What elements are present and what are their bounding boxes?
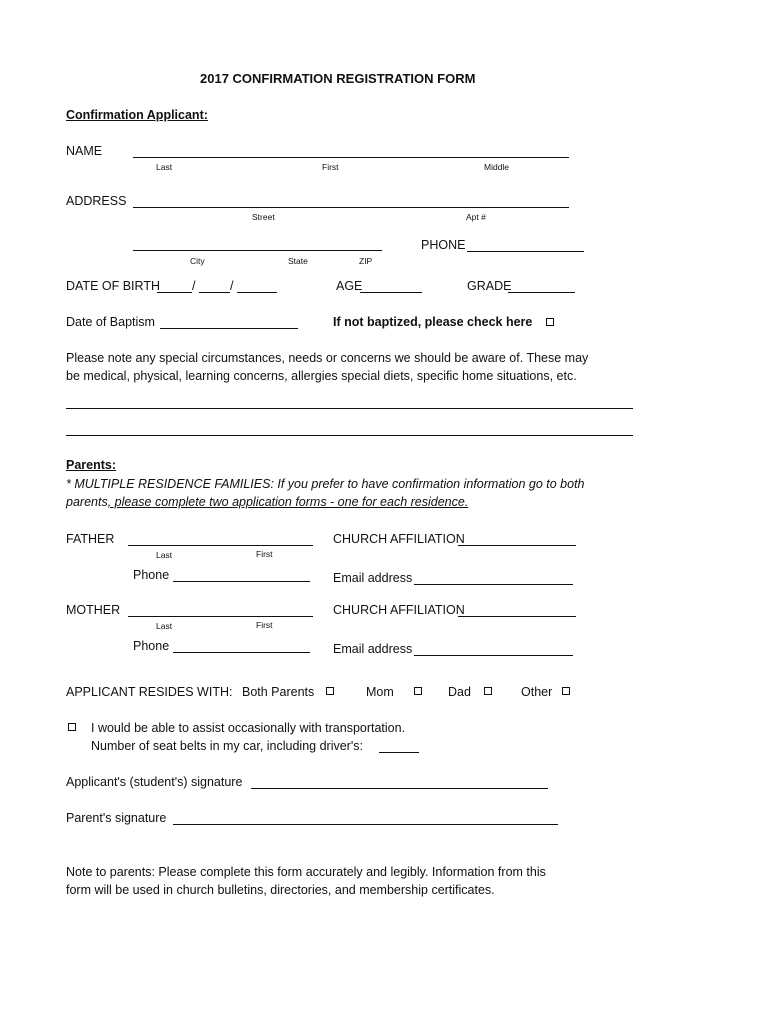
father-email-label: Email address: [333, 571, 413, 585]
multiple-residence-instruction: , please complete two application forms - one for each residence.: [107, 495, 469, 509]
special-line-1-field[interactable]: [66, 408, 633, 409]
resides-option-dad: Dad: [448, 685, 471, 699]
parents-heading: Parents:: [66, 458, 117, 472]
parents-note: [66, 863, 546, 899]
mother-name-field[interactable]: [128, 616, 313, 617]
age-field[interactable]: [360, 292, 422, 293]
phone-label: PHONE: [421, 238, 466, 252]
name-label: NAME: [66, 144, 103, 158]
special-note: [66, 349, 588, 385]
student-signature-field[interactable]: [251, 788, 548, 789]
not-baptized-checkbox[interactable]: [546, 318, 554, 326]
grade-label: GRADE: [467, 279, 512, 293]
dad-checkbox[interactable]: [484, 687, 492, 695]
mother-phone-field[interactable]: [173, 652, 310, 653]
special-note-line-1: Please note any special circumstances, needs or concerns we should be aware of. These may: [66, 351, 589, 365]
state-caption: State: [288, 256, 308, 266]
multiple-residence-line-2: [66, 493, 585, 511]
applicant-heading: Confirmation Applicant:: [66, 108, 208, 122]
other-checkbox[interactable]: [562, 687, 570, 695]
father-phone-label: Phone: [133, 568, 170, 582]
address-label: ADDRESS: [66, 194, 127, 208]
father-email-field[interactable]: [414, 584, 573, 585]
parent-signature-field[interactable]: [173, 824, 558, 825]
city-caption: City: [190, 256, 205, 266]
seat-belts-label: Number of seat belts in my car, including driver's:: [91, 739, 363, 753]
street-caption: Street: [252, 212, 275, 222]
baptism-date-field[interactable]: [160, 328, 298, 329]
resides-option-both-parents: Both Parents: [242, 685, 315, 699]
city-state-zip-field[interactable]: [133, 250, 382, 251]
dob-separator-2: /: [230, 279, 234, 293]
father-church-field[interactable]: [458, 545, 576, 546]
father-last-caption: Last: [156, 550, 173, 560]
transportation-text: I would be able to assist occasionally with transportation.: [91, 721, 406, 735]
father-church-label: CHURCH AFFILIATION: [333, 532, 465, 546]
dob-month-field[interactable]: [157, 292, 192, 293]
name-first-caption: First: [322, 162, 339, 172]
baptism-label: Date of Baptism: [66, 315, 155, 329]
father-phone-field[interactable]: [173, 581, 310, 582]
mother-email-field[interactable]: [414, 655, 573, 656]
father-label: FATHER: [66, 532, 115, 546]
name-field[interactable]: [133, 157, 569, 158]
age-label: AGE: [336, 279, 363, 293]
father-name-field[interactable]: [128, 545, 313, 546]
mother-last-caption: Last: [156, 621, 173, 631]
parents-note-line-1: Note to parents: Please complete this form accurately and legibly. Information from this: [66, 865, 546, 879]
grade-field[interactable]: [508, 292, 575, 293]
name-last-caption: Last: [156, 162, 173, 172]
zip-caption: ZIP: [359, 256, 373, 266]
mother-label: MOTHER: [66, 603, 121, 617]
name-middle-caption: Middle: [484, 162, 510, 172]
mother-first-caption: First: [256, 620, 273, 630]
mom-checkbox[interactable]: [414, 687, 422, 695]
multiple-residence-line-1: * MULTIPLE RESIDENCE FAMILIES: If you prefer to have confirmation information go to both: [66, 477, 585, 491]
parents-note-line-2: form will be used in church bulletins, directories, and membership certificates.: [66, 883, 495, 897]
resides-option-other: Other: [521, 685, 553, 699]
not-baptized-label: If not baptized, please check here: [333, 315, 533, 329]
father-first-caption: First: [256, 549, 273, 559]
resides-label: APPLICANT RESIDES WITH:: [66, 685, 233, 699]
street-field[interactable]: [133, 207, 569, 208]
phone-field[interactable]: [467, 251, 584, 252]
multiple-residence-note: [66, 475, 585, 511]
mother-email-label: Email address: [333, 642, 413, 656]
dob-label: DATE OF BIRTH: [66, 279, 160, 293]
form-title: 2017 CONFIRMATION REGISTRATION FORM: [200, 71, 476, 86]
resides-option-mom: Mom: [366, 685, 394, 699]
special-line-2-field[interactable]: [66, 435, 633, 436]
seat-belts-field[interactable]: [379, 752, 419, 753]
mother-church-field[interactable]: [458, 616, 576, 617]
transportation-checkbox[interactable]: [68, 723, 76, 731]
mother-phone-label: Phone: [133, 639, 170, 653]
both-parents-checkbox[interactable]: [326, 687, 334, 695]
multiple-residence-parents-word: parents: [66, 495, 108, 509]
mother-church-label: CHURCH AFFILIATION: [333, 603, 465, 617]
parent-signature-label: Parent's signature: [66, 811, 167, 825]
dob-day-field[interactable]: [199, 292, 230, 293]
dob-separator-1: /: [192, 279, 196, 293]
apt-caption: Apt #: [466, 212, 486, 222]
dob-year-field[interactable]: [237, 292, 277, 293]
special-note-line-2: be medical, physical, learning concerns, allergies special diets, specific home situations, etc.: [66, 369, 577, 383]
student-signature-label: Applicant's (student's) signature: [66, 775, 243, 789]
